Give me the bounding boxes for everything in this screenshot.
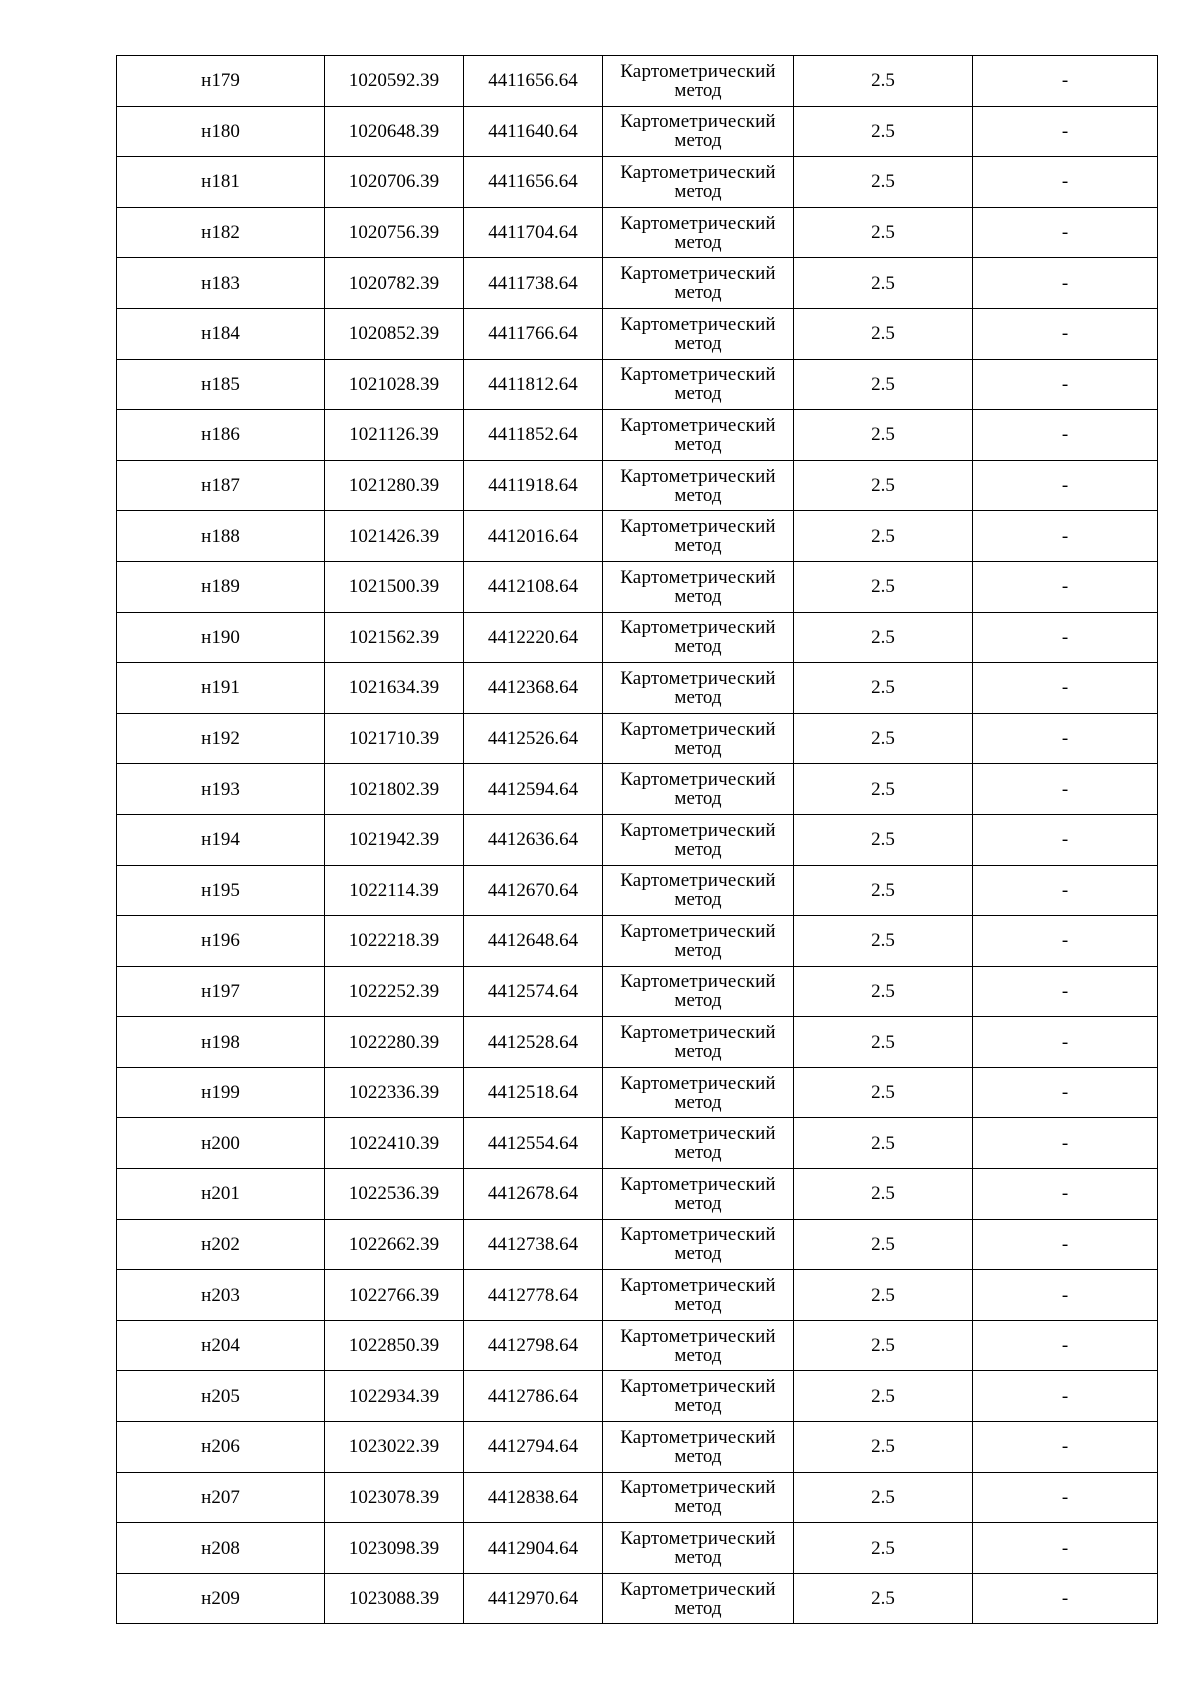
table-row	[117, 561, 1158, 612]
accuracy-cell: 2.5	[794, 561, 973, 612]
method-line1: Картометрический	[620, 1528, 776, 1550]
x-coordinate-cell: 1022410.39	[325, 1118, 464, 1169]
method-line1: Картометрический	[620, 1426, 776, 1448]
y-coordinate-cell: 4412594.64	[464, 764, 603, 815]
accuracy-cell: 2.5	[794, 1270, 973, 1321]
method-cell	[603, 1067, 794, 1118]
table-row	[117, 1573, 1158, 1624]
accuracy-cell: 2.5	[794, 966, 973, 1017]
table-row	[117, 663, 1158, 714]
method-cell	[603, 1523, 794, 1574]
x-coordinate-cell: 1021500.39	[325, 561, 464, 612]
method-line1: Картометрический	[620, 617, 776, 639]
method-line2: метод	[674, 838, 722, 860]
method-line2: метод	[674, 433, 722, 455]
table-row	[117, 1320, 1158, 1371]
method-line1: Картометрический	[620, 1224, 776, 1246]
table-row	[117, 713, 1158, 764]
y-coordinate-cell: 4412368.64	[464, 663, 603, 714]
method-line2: метод	[674, 332, 722, 354]
method-line1: Картометрический	[620, 1123, 776, 1145]
method-line2: метод	[674, 939, 722, 961]
accuracy-cell: 2.5	[794, 157, 973, 208]
point-number-cell: н196	[117, 916, 325, 967]
x-coordinate-cell: 1020782.39	[325, 258, 464, 309]
method-cell	[603, 258, 794, 309]
note-cell: -	[973, 106, 1158, 157]
method-line1: Картометрический	[620, 465, 776, 487]
x-coordinate-cell: 1020592.39	[325, 56, 464, 107]
accuracy-cell: 2.5	[794, 359, 973, 410]
coordinates-table	[116, 55, 1158, 1624]
note-cell: -	[973, 764, 1158, 815]
method-line1: Картометрический	[620, 1578, 776, 1600]
x-coordinate-cell: 1022662.39	[325, 1219, 464, 1270]
y-coordinate-cell: 4412574.64	[464, 966, 603, 1017]
point-number-cell: н185	[117, 359, 325, 410]
method-cell	[603, 1371, 794, 1422]
point-number-cell: н200	[117, 1118, 325, 1169]
method-line1: Картометрический	[620, 414, 776, 436]
note-cell: -	[973, 663, 1158, 714]
point-number-cell: н199	[117, 1067, 325, 1118]
accuracy-cell: 2.5	[794, 258, 973, 309]
method-cell	[603, 663, 794, 714]
x-coordinate-cell: 1022536.39	[325, 1169, 464, 1220]
method-line1: Картометрический	[620, 566, 776, 588]
accuracy-cell: 2.5	[794, 1422, 973, 1473]
note-cell: -	[973, 1573, 1158, 1624]
method-cell	[603, 1219, 794, 1270]
note-cell: -	[973, 1270, 1158, 1321]
method-line1: Картометрический	[620, 1325, 776, 1347]
y-coordinate-cell: 4412528.64	[464, 1017, 603, 1068]
table-row	[117, 460, 1158, 511]
method-cell	[603, 713, 794, 764]
table-row	[117, 916, 1158, 967]
x-coordinate-cell: 1022850.39	[325, 1320, 464, 1371]
method-cell	[603, 207, 794, 258]
method-cell	[603, 56, 794, 107]
note-cell: -	[973, 511, 1158, 562]
point-number-cell: н190	[117, 612, 325, 663]
y-coordinate-cell: 4412220.64	[464, 612, 603, 663]
x-coordinate-cell: 1021126.39	[325, 410, 464, 461]
x-coordinate-cell: 1021802.39	[325, 764, 464, 815]
accuracy-cell: 2.5	[794, 1067, 973, 1118]
note-cell: -	[973, 916, 1158, 967]
y-coordinate-cell: 4411738.64	[464, 258, 603, 309]
method-line2: метод	[674, 585, 722, 607]
document-page	[116, 55, 1157, 1624]
x-coordinate-cell: 1022114.39	[325, 865, 464, 916]
y-coordinate-cell: 4412794.64	[464, 1422, 603, 1473]
method-cell	[603, 561, 794, 612]
method-cell	[603, 410, 794, 461]
table-row	[117, 764, 1158, 815]
method-cell	[603, 511, 794, 562]
point-number-cell: н191	[117, 663, 325, 714]
note-cell: -	[973, 460, 1158, 511]
method-line2: метод	[674, 535, 722, 557]
x-coordinate-cell: 1022934.39	[325, 1371, 464, 1422]
method-line1: Картометрический	[620, 516, 776, 538]
y-coordinate-cell: 4411656.64	[464, 56, 603, 107]
x-coordinate-cell: 1022766.39	[325, 1270, 464, 1321]
x-coordinate-cell: 1021562.39	[325, 612, 464, 663]
note-cell: -	[973, 207, 1158, 258]
y-coordinate-cell: 4412016.64	[464, 511, 603, 562]
x-coordinate-cell: 1023022.39	[325, 1422, 464, 1473]
accuracy-cell: 2.5	[794, 1320, 973, 1371]
point-number-cell: н192	[117, 713, 325, 764]
method-line1: Картометрический	[620, 60, 776, 82]
note-cell: -	[973, 1118, 1158, 1169]
y-coordinate-cell: 4412526.64	[464, 713, 603, 764]
method-line2: метод	[674, 383, 722, 405]
method-line1: Картометрический	[620, 769, 776, 791]
x-coordinate-cell: 1021942.39	[325, 814, 464, 865]
method-line2: метод	[674, 788, 722, 810]
method-cell	[603, 308, 794, 359]
y-coordinate-cell: 4412798.64	[464, 1320, 603, 1371]
x-coordinate-cell: 1020756.39	[325, 207, 464, 258]
point-number-cell: н180	[117, 106, 325, 157]
method-line2: метод	[674, 1142, 722, 1164]
point-number-cell: н208	[117, 1523, 325, 1574]
y-coordinate-cell: 4411766.64	[464, 308, 603, 359]
method-line2: метод	[674, 686, 722, 708]
method-cell	[603, 865, 794, 916]
point-number-cell: н186	[117, 410, 325, 461]
table-row	[117, 511, 1158, 562]
method-line1: Картометрический	[620, 1376, 776, 1398]
table-row	[117, 1118, 1158, 1169]
method-cell	[603, 359, 794, 410]
y-coordinate-cell: 4411852.64	[464, 410, 603, 461]
point-number-cell: н187	[117, 460, 325, 511]
y-coordinate-cell: 4411656.64	[464, 157, 603, 208]
method-line2: метод	[674, 180, 722, 202]
method-cell	[603, 814, 794, 865]
method-line2: метод	[674, 130, 722, 152]
accuracy-cell: 2.5	[794, 663, 973, 714]
method-line2: метод	[674, 1243, 722, 1265]
note-cell: -	[973, 1067, 1158, 1118]
table-row	[117, 410, 1158, 461]
x-coordinate-cell: 1021634.39	[325, 663, 464, 714]
note-cell: -	[973, 1371, 1158, 1422]
method-line1: Картометрический	[620, 212, 776, 234]
coordinates-table-body	[117, 56, 1158, 1624]
method-line1: Картометрический	[620, 1275, 776, 1297]
table-row	[117, 1219, 1158, 1270]
note-cell: -	[973, 1219, 1158, 1270]
table-row	[117, 157, 1158, 208]
accuracy-cell: 2.5	[794, 1118, 973, 1169]
x-coordinate-cell: 1020706.39	[325, 157, 464, 208]
table-row	[117, 359, 1158, 410]
note-cell: -	[973, 966, 1158, 1017]
method-line1: Картометрический	[620, 1022, 776, 1044]
method-line2: метод	[674, 636, 722, 658]
accuracy-cell: 2.5	[794, 410, 973, 461]
accuracy-cell: 2.5	[794, 1219, 973, 1270]
method-line2: метод	[674, 1091, 722, 1113]
accuracy-cell: 2.5	[794, 511, 973, 562]
method-line2: метод	[674, 1395, 722, 1417]
table-row	[117, 56, 1158, 107]
method-line1: Картометрический	[620, 718, 776, 740]
note-cell: -	[973, 713, 1158, 764]
method-line2: метод	[674, 1597, 722, 1619]
method-line1: Картометрический	[620, 920, 776, 942]
note-cell: -	[973, 612, 1158, 663]
method-line2: метод	[674, 990, 722, 1012]
accuracy-cell: 2.5	[794, 1573, 973, 1624]
x-coordinate-cell: 1023088.39	[325, 1573, 464, 1624]
x-coordinate-cell: 1020852.39	[325, 308, 464, 359]
method-line2: метод	[674, 1445, 722, 1467]
accuracy-cell: 2.5	[794, 865, 973, 916]
accuracy-cell: 2.5	[794, 814, 973, 865]
table-row	[117, 966, 1158, 1017]
point-number-cell: н201	[117, 1169, 325, 1220]
table-row	[117, 1472, 1158, 1523]
x-coordinate-cell: 1021280.39	[325, 460, 464, 511]
x-coordinate-cell: 1021710.39	[325, 713, 464, 764]
method-cell	[603, 460, 794, 511]
table-row	[117, 106, 1158, 157]
method-line2: метод	[674, 282, 722, 304]
method-cell	[603, 1017, 794, 1068]
method-cell	[603, 1169, 794, 1220]
note-cell: -	[973, 1017, 1158, 1068]
accuracy-cell: 2.5	[794, 1523, 973, 1574]
y-coordinate-cell: 4412636.64	[464, 814, 603, 865]
method-line1: Картометрический	[620, 1477, 776, 1499]
note-cell: -	[973, 1523, 1158, 1574]
y-coordinate-cell: 4412554.64	[464, 1118, 603, 1169]
point-number-cell: н207	[117, 1472, 325, 1523]
method-line2: метод	[674, 484, 722, 506]
note-cell: -	[973, 56, 1158, 107]
x-coordinate-cell: 1022280.39	[325, 1017, 464, 1068]
table-row	[117, 1422, 1158, 1473]
note-cell: -	[973, 258, 1158, 309]
point-number-cell: н203	[117, 1270, 325, 1321]
method-line1: Картометрический	[620, 971, 776, 993]
method-cell	[603, 1320, 794, 1371]
accuracy-cell: 2.5	[794, 308, 973, 359]
y-coordinate-cell: 4412970.64	[464, 1573, 603, 1624]
note-cell: -	[973, 157, 1158, 208]
point-number-cell: н194	[117, 814, 325, 865]
table-row	[117, 1067, 1158, 1118]
y-coordinate-cell: 4411812.64	[464, 359, 603, 410]
x-coordinate-cell: 1023098.39	[325, 1523, 464, 1574]
y-coordinate-cell: 4411640.64	[464, 106, 603, 157]
method-line1: Картометрический	[620, 667, 776, 689]
accuracy-cell: 2.5	[794, 764, 973, 815]
method-line2: метод	[674, 231, 722, 253]
point-number-cell: н206	[117, 1422, 325, 1473]
method-cell	[603, 157, 794, 208]
accuracy-cell: 2.5	[794, 612, 973, 663]
table-row	[117, 612, 1158, 663]
note-cell: -	[973, 410, 1158, 461]
method-line2: метод	[674, 1041, 722, 1063]
point-number-cell: н183	[117, 258, 325, 309]
table-row	[117, 207, 1158, 258]
accuracy-cell: 2.5	[794, 916, 973, 967]
accuracy-cell: 2.5	[794, 207, 973, 258]
method-line2: метод	[674, 1192, 722, 1214]
method-line1: Картометрический	[620, 161, 776, 183]
x-coordinate-cell: 1022252.39	[325, 966, 464, 1017]
method-line2: метод	[674, 1294, 722, 1316]
method-cell	[603, 1270, 794, 1321]
method-cell	[603, 1472, 794, 1523]
method-line2: метод	[674, 737, 722, 759]
y-coordinate-cell: 4412678.64	[464, 1169, 603, 1220]
y-coordinate-cell: 4411704.64	[464, 207, 603, 258]
y-coordinate-cell: 4412786.64	[464, 1371, 603, 1422]
point-number-cell: н204	[117, 1320, 325, 1371]
method-cell	[603, 612, 794, 663]
note-cell: -	[973, 1169, 1158, 1220]
point-number-cell: н195	[117, 865, 325, 916]
y-coordinate-cell: 4412778.64	[464, 1270, 603, 1321]
accuracy-cell: 2.5	[794, 1169, 973, 1220]
method-line1: Картометрический	[620, 263, 776, 285]
point-number-cell: н193	[117, 764, 325, 815]
method-cell	[603, 106, 794, 157]
y-coordinate-cell: 4412108.64	[464, 561, 603, 612]
point-number-cell: н188	[117, 511, 325, 562]
table-row	[117, 258, 1158, 309]
method-line2: метод	[674, 1344, 722, 1366]
table-row	[117, 308, 1158, 359]
note-cell: -	[973, 1422, 1158, 1473]
method-line1: Картометрический	[620, 364, 776, 386]
table-row	[117, 1523, 1158, 1574]
method-line2: метод	[674, 79, 722, 101]
y-coordinate-cell: 4412648.64	[464, 916, 603, 967]
note-cell: -	[973, 1472, 1158, 1523]
accuracy-cell: 2.5	[794, 1371, 973, 1422]
point-number-cell: н182	[117, 207, 325, 258]
table-row	[117, 1169, 1158, 1220]
method-cell	[603, 1118, 794, 1169]
method-line1: Картометрический	[620, 313, 776, 335]
point-number-cell: н179	[117, 56, 325, 107]
method-cell	[603, 1573, 794, 1624]
x-coordinate-cell: 1022336.39	[325, 1067, 464, 1118]
table-row	[117, 865, 1158, 916]
point-number-cell: н205	[117, 1371, 325, 1422]
note-cell: -	[973, 561, 1158, 612]
table-row	[117, 1017, 1158, 1068]
method-line1: Картометрический	[620, 870, 776, 892]
point-number-cell: н202	[117, 1219, 325, 1270]
table-row	[117, 814, 1158, 865]
y-coordinate-cell: 4412738.64	[464, 1219, 603, 1270]
y-coordinate-cell: 4411918.64	[464, 460, 603, 511]
method-cell	[603, 764, 794, 815]
accuracy-cell: 2.5	[794, 1472, 973, 1523]
method-line2: метод	[674, 889, 722, 911]
point-number-cell: н181	[117, 157, 325, 208]
note-cell: -	[973, 359, 1158, 410]
method-cell	[603, 1422, 794, 1473]
x-coordinate-cell: 1022218.39	[325, 916, 464, 967]
y-coordinate-cell: 4412838.64	[464, 1472, 603, 1523]
method-line2: метод	[674, 1547, 722, 1569]
table-row	[117, 1371, 1158, 1422]
accuracy-cell: 2.5	[794, 56, 973, 107]
point-number-cell: н189	[117, 561, 325, 612]
method-line1: Картометрический	[620, 1072, 776, 1094]
method-line1: Картометрический	[620, 819, 776, 841]
y-coordinate-cell: 4412518.64	[464, 1067, 603, 1118]
accuracy-cell: 2.5	[794, 1017, 973, 1068]
x-coordinate-cell: 1021028.39	[325, 359, 464, 410]
note-cell: -	[973, 308, 1158, 359]
note-cell: -	[973, 865, 1158, 916]
point-number-cell: н184	[117, 308, 325, 359]
note-cell: -	[973, 1320, 1158, 1371]
x-coordinate-cell: 1023078.39	[325, 1472, 464, 1523]
table-row	[117, 1270, 1158, 1321]
point-number-cell: н209	[117, 1573, 325, 1624]
y-coordinate-cell: 4412904.64	[464, 1523, 603, 1574]
note-cell: -	[973, 814, 1158, 865]
point-number-cell: н198	[117, 1017, 325, 1068]
x-coordinate-cell: 1020648.39	[325, 106, 464, 157]
accuracy-cell: 2.5	[794, 106, 973, 157]
method-line2: метод	[674, 1496, 722, 1518]
method-cell	[603, 966, 794, 1017]
accuracy-cell: 2.5	[794, 713, 973, 764]
accuracy-cell: 2.5	[794, 460, 973, 511]
method-line1: Картометрический	[620, 1173, 776, 1195]
point-number-cell: н197	[117, 966, 325, 1017]
x-coordinate-cell: 1021426.39	[325, 511, 464, 562]
y-coordinate-cell: 4412670.64	[464, 865, 603, 916]
method-line1: Картометрический	[620, 111, 776, 133]
method-cell	[603, 916, 794, 967]
